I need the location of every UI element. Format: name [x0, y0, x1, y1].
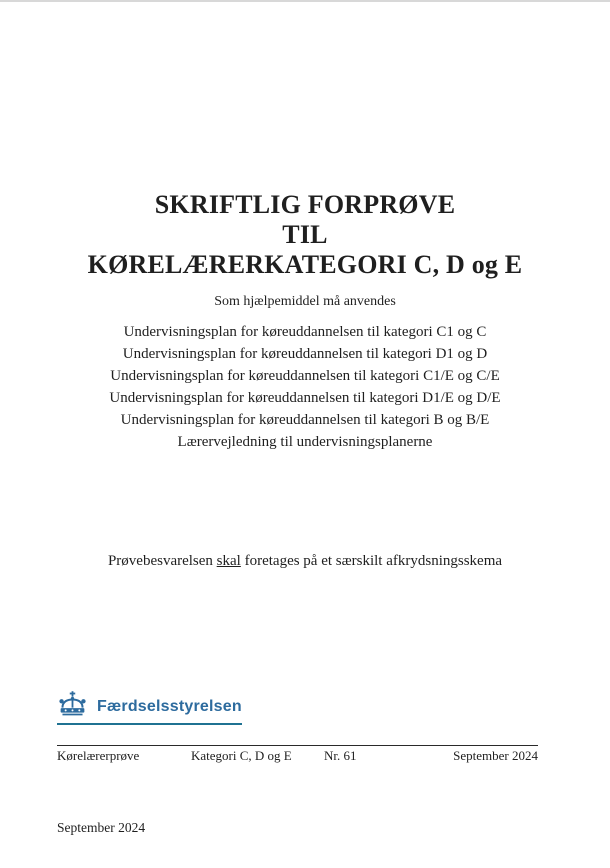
bottom-date: September 2024: [57, 820, 146, 835]
note-post: foretages på et særskilt afkrydsningsskema: [240, 553, 503, 569]
footer-exam-type: Kørelærerprøve: [57, 748, 140, 763]
footer-number: Nr. 61: [324, 748, 357, 763]
aid-item: Undervisningsplan for køreuddannelsen til kategori C1/E og C/E: [110, 368, 500, 384]
footer-divider: [57, 745, 538, 746]
aids-heading: Som hjælpemiddel må anvendes: [214, 294, 396, 309]
aid-item: Undervisningsplan for køreuddannelsen til kategori D1 og D: [122, 346, 488, 362]
aid-item: Lærervejledning til undervisningsplanerne: [177, 434, 433, 450]
aid-item: Undervisningsplan for køreuddannelsen til kategori B og B/E: [120, 412, 490, 428]
page-top-border: [0, 0, 610, 2]
title-line-1: SKRIFTLIG FORPRØVE: [154, 190, 456, 219]
document-title: [0, 190, 610, 280]
title-line-3: KØRELÆRERKATEGORI C, D og E: [87, 250, 523, 279]
faerdselsstyrelsen-logo: [57, 690, 242, 725]
aid-item: Undervisningsplan for køreuddannelsen til kategori D1/E og D/E: [109, 390, 501, 406]
answer-sheet-note: [0, 553, 610, 570]
crown-icon: [57, 690, 88, 718]
note-underlined-word: skal: [216, 553, 241, 569]
aid-item: Undervisningsplan for køreuddannelsen til kategori C1 og C: [123, 324, 487, 340]
logo-wordmark: Færdselsstyrelsen: [97, 698, 242, 715]
footer-meta: [57, 748, 538, 764]
note-pre: Prøvebesvarelsen: [107, 553, 217, 569]
title-line-2: TIL: [282, 220, 328, 249]
footer-category: Kategori C, D og E: [191, 748, 292, 763]
footer-date: September 2024: [453, 748, 538, 763]
aids-list: [0, 321, 610, 453]
